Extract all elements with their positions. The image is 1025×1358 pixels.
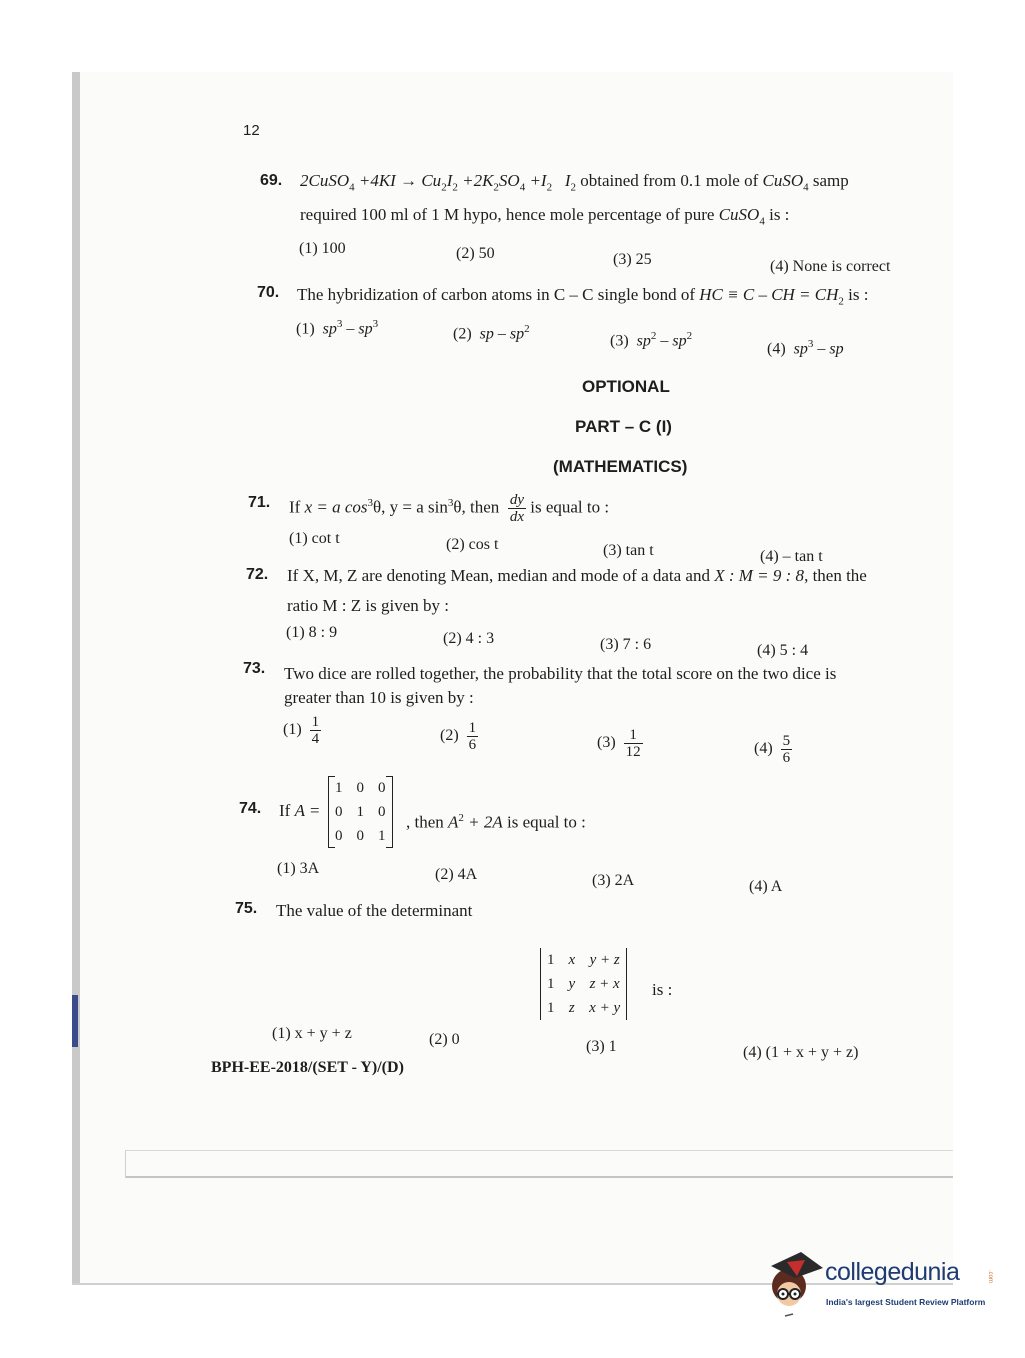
- page-fold-line: [125, 1150, 126, 1178]
- option-4: (4) – tan t: [760, 548, 823, 565]
- scan-edge-mark: [72, 995, 78, 1047]
- collegedunia-logo[interactable]: [765, 1250, 1005, 1320]
- question-text: greater than 10 is given by :: [284, 688, 474, 707]
- option-2: (2) sp – $sp^2$: [453, 323, 530, 343]
- option-2: (2) 50: [456, 245, 495, 262]
- page-fold-line: [125, 1176, 953, 1178]
- question-number: 73.: [243, 660, 266, 677]
- option-3: (3) $sp^2 - sp^2$: [610, 330, 693, 350]
- question-number: 69.: [260, 172, 283, 189]
- option-4: (4) $sp^3$ – sp: [767, 338, 844, 358]
- option-1: (1) $\frac{1}{4}$: [283, 714, 320, 747]
- option-1: (1) 3A: [277, 860, 320, 877]
- option-3: (3) 7 : 6: [600, 636, 652, 653]
- question-text: required 100 ml of 1 M hypo, hence mole percentage of pure CuSO$_4$ is :: [300, 205, 790, 228]
- question-number: 74.: [239, 800, 262, 817]
- logo-tagline: India's largest Student Review Platform: [826, 1297, 986, 1307]
- option-3: (3) $\frac{1}{12}$: [597, 727, 641, 760]
- option-1: (1) 100: [299, 240, 346, 257]
- question-number: 71.: [248, 494, 271, 511]
- question-text: If x = a $\cos^3\theta$, y = a $\sin^3\theta$, then $\frac{dy}{dx}$ is equal to :: [289, 492, 610, 525]
- option-1: (1) $sp^3 - sp^3$: [296, 318, 379, 338]
- option-3: (3) 2A: [592, 872, 635, 889]
- option-4: (4) A: [749, 878, 783, 895]
- question-text: If A =: [279, 801, 321, 820]
- logo-wordmark: collegedunia: [825, 1258, 960, 1286]
- paper-code: BPH-EE-2018/(SET - Y)/(D): [211, 1059, 404, 1076]
- question-number: 70.: [257, 284, 280, 301]
- option-2: (2) 4 : 3: [443, 630, 495, 647]
- question-text: Two dice are rolled together, the probability that the total score on the two dice is: [284, 664, 837, 683]
- page-number: 12: [243, 122, 260, 139]
- option-3: (3) 25: [613, 251, 652, 268]
- question-text: is :: [652, 980, 673, 999]
- part-heading: PART – C (I): [575, 417, 672, 436]
- question-text: The value of the determinant: [276, 901, 473, 920]
- option-2: (2) cos t: [446, 536, 499, 553]
- option-4: (4) (1 + x + y + z): [743, 1044, 859, 1061]
- option-3: (3) tan t: [603, 542, 654, 559]
- option-2: (2) $\frac{1}{6}$: [440, 720, 477, 753]
- option-2: (2) 0: [429, 1031, 460, 1048]
- derivative-fraction: $\frac{dy}{dx}$: [509, 492, 524, 525]
- question-text: If X, M, Z are denoting Mean, median and mode of a data and X : M = 9 : 8, then the: [287, 566, 867, 585]
- matrix-a: 1 0 0 0 1 0 0 0 1: [328, 776, 393, 848]
- option-3: (3) 1: [586, 1038, 617, 1055]
- fraction: $\frac{1}{4}$: [311, 714, 320, 747]
- determinant: 1 x y + z 1 y z + x 1 z x + y: [540, 948, 627, 1020]
- question-text: 2CuSO$_4$ $+4KI \to Cu_2I_2 +2K_2SO_4 +I_2$ $I_2$ obtained from 0.1 mole of CuSO$_4$ samp: [300, 171, 849, 194]
- option-2: (2) 4A: [435, 866, 478, 883]
- fraction: $\frac{5}{6}$: [782, 733, 791, 766]
- logo-domain: .com: [987, 1270, 993, 1284]
- fraction: $\frac{1}{12}$: [625, 727, 641, 760]
- mascot-icon: [765, 1250, 825, 1320]
- question-text: , then $A^2 + 2A$ is equal to :: [406, 812, 586, 832]
- section-heading: OPTIONAL: [582, 377, 670, 396]
- scan-left-edge: [72, 72, 80, 1284]
- subject-heading: (MATHEMATICS): [553, 457, 688, 476]
- question-number: 75.: [235, 900, 258, 917]
- option-4: (4) None is correct: [770, 258, 891, 275]
- option-1: (1) x + y + z: [272, 1025, 352, 1042]
- fraction: $\frac{1}{6}$: [468, 720, 477, 753]
- option-1: (1) cot t: [289, 530, 340, 547]
- question-text: The hybridization of carbon atoms in C – C single bond of HC ≡ C – CH = $CH_2$ is :: [297, 285, 869, 308]
- option-4: (4) $\frac{5}{6}$: [754, 733, 791, 766]
- option-1: (1) 8 : 9: [286, 624, 338, 641]
- page-fold-line: [125, 1150, 953, 1151]
- question-number: 72.: [246, 566, 269, 583]
- option-4: (4) 5 : 4: [757, 642, 809, 659]
- question-text: ratio M : Z is given by :: [287, 596, 449, 615]
